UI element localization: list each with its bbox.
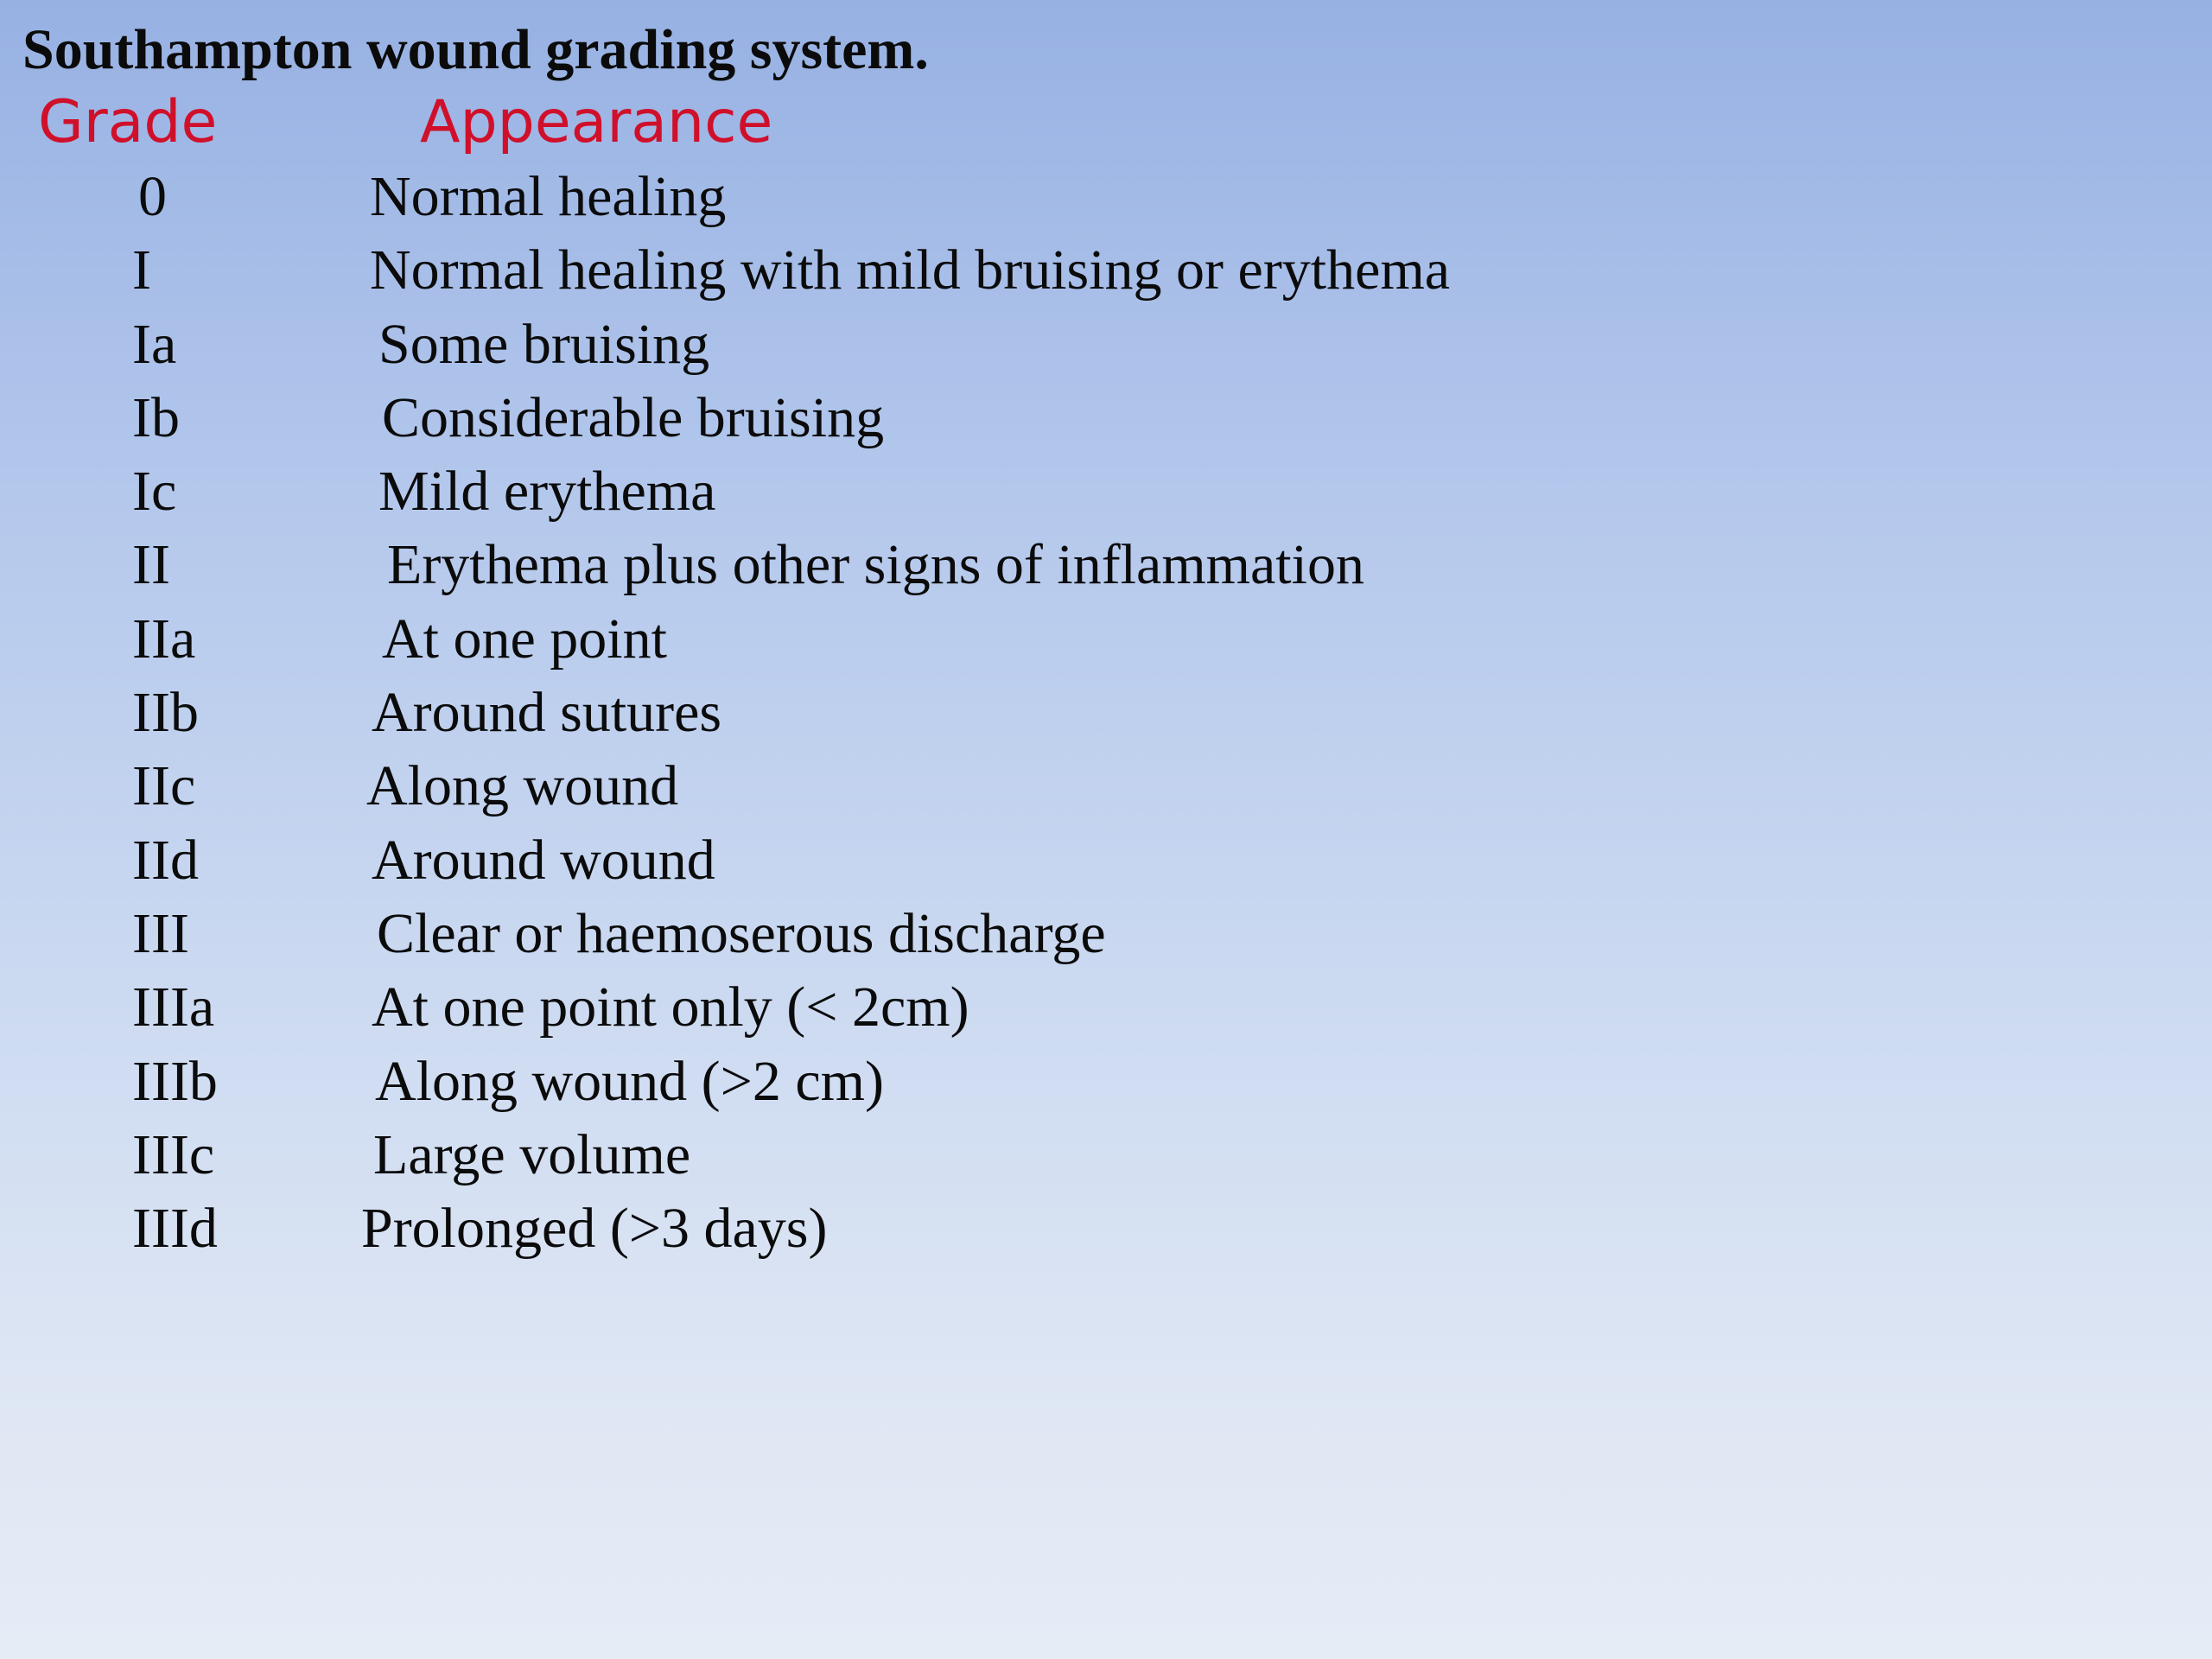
- appearance-cell: Normal healing with mild bruising or erythema: [370, 238, 1451, 302]
- appearance-cell: Clear or haemoserous discharge: [377, 901, 1106, 965]
- appearance-cell: Mild erythema: [378, 460, 716, 524]
- grade-cell: Ia: [132, 312, 177, 376]
- appearance-cell: At one point: [382, 607, 667, 671]
- table-row: [0, 749, 2212, 823]
- table-row: [0, 970, 2212, 1044]
- table-row: [0, 1118, 2212, 1192]
- table-row: [0, 160, 2212, 233]
- appearance-column-header: Appearance: [420, 88, 773, 156]
- appearance-cell: Prolonged (>3 days): [361, 1197, 828, 1261]
- table-row: [0, 308, 2212, 381]
- grade-cell: III: [132, 901, 189, 965]
- grade-cell: I: [132, 238, 151, 302]
- appearance-cell: Normal healing: [370, 165, 727, 228]
- grade-cell: IIIc: [132, 1122, 215, 1186]
- appearance-cell: Around wound: [372, 828, 715, 892]
- grade-cell: Ic: [132, 460, 177, 524]
- table-row: [0, 1045, 2212, 1118]
- grade-cell: IIIb: [132, 1049, 218, 1113]
- appearance-cell: Some bruising: [378, 312, 710, 376]
- appearance-cell: Around sutures: [372, 681, 722, 745]
- grade-cell: Ib: [132, 385, 180, 449]
- table-row: [0, 897, 2212, 970]
- appearance-cell: Along wound (>2 cm): [375, 1049, 884, 1113]
- table-row: [0, 233, 2212, 307]
- grade-cell: IIa: [132, 607, 196, 671]
- table-row: [0, 823, 2212, 897]
- table-row: [0, 676, 2212, 749]
- grade-cell: IId: [132, 828, 199, 892]
- table-row: [0, 454, 2212, 528]
- table-row: [0, 1192, 2212, 1265]
- grade-cell: IIb: [132, 681, 199, 745]
- appearance-cell: At one point only (< 2cm): [372, 976, 969, 1039]
- table-row: [0, 602, 2212, 676]
- appearance-cell: Erythema plus other signs of inflammation: [387, 533, 1364, 597]
- grade-cell: IIIa: [132, 976, 215, 1039]
- grade-cell: IIId: [132, 1197, 218, 1261]
- appearance-cell: Along wound: [366, 754, 679, 818]
- slide-title: Southampton wound grading system.: [22, 18, 929, 81]
- appearance-cell: Considerable bruising: [382, 385, 885, 449]
- grade-cell: 0: [138, 165, 167, 228]
- grading-table: [0, 160, 2212, 1265]
- grade-column-header: Grade: [38, 88, 218, 156]
- grade-cell: II: [132, 533, 170, 597]
- grade-cell: IIc: [132, 754, 196, 818]
- table-row: [0, 528, 2212, 601]
- table-row: [0, 381, 2212, 454]
- appearance-cell: Large volume: [373, 1122, 691, 1186]
